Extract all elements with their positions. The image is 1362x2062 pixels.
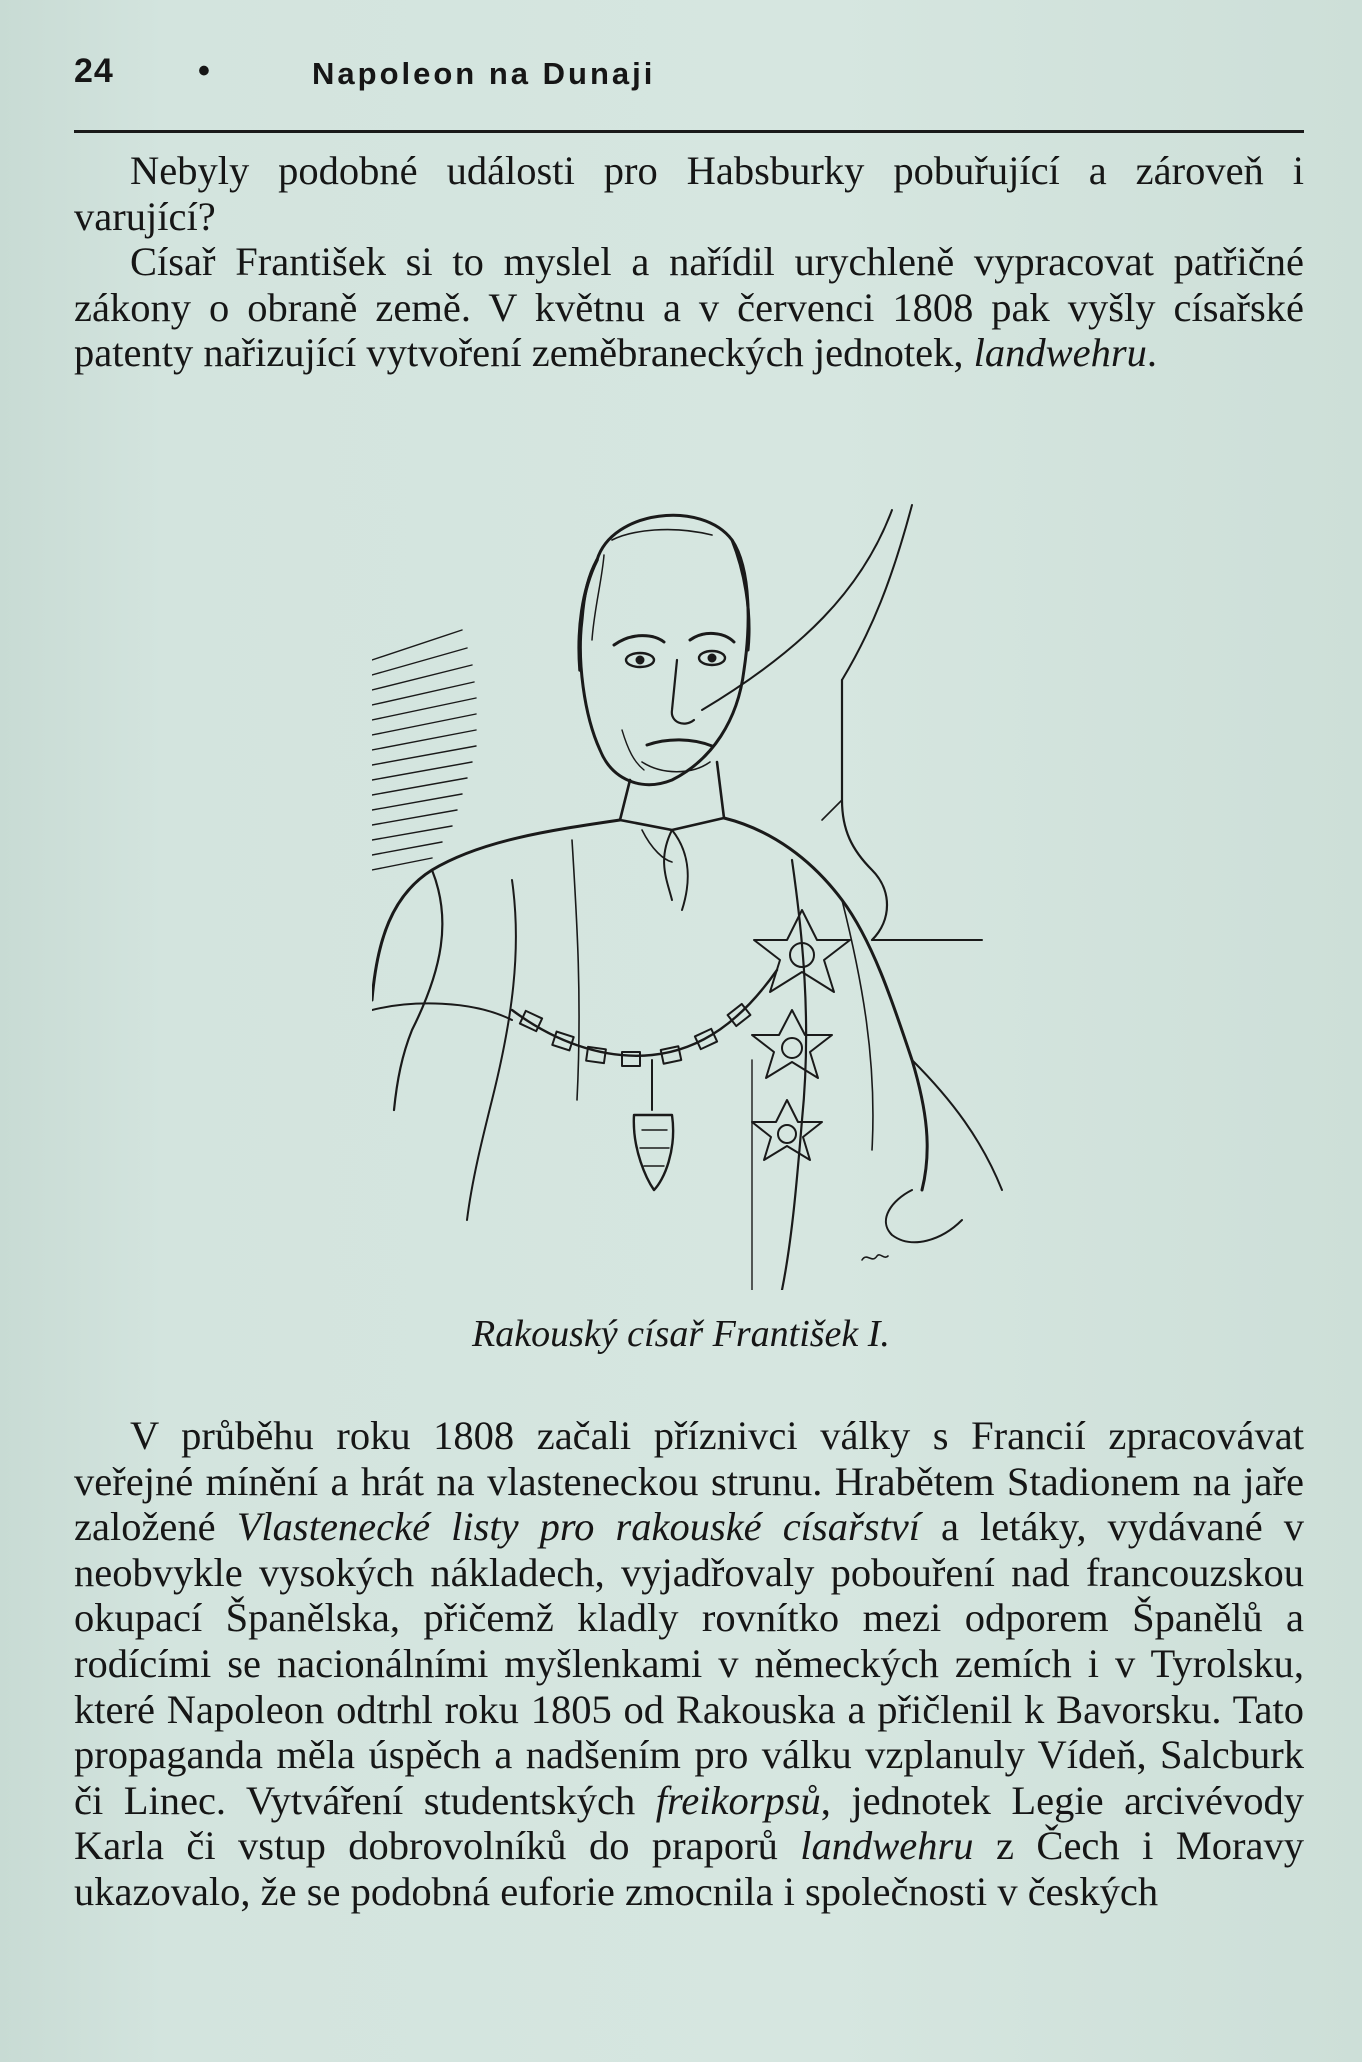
text-block-bottom	[74, 1413, 1304, 1915]
paragraph-text: z Čech i Moravy ukazovalo, že se podobná euforie zmocnila i společnosti v českých	[74, 1823, 1305, 1914]
italic-term: landwehru	[973, 330, 1147, 376]
portrait-illustration	[372, 500, 1012, 1290]
paragraph-text: a letáky, vydávané v neobvykle vysokých nákladech, vyjadřovaly pobouření nad francouzskou okupací Španělska, přičemž kladly rovnítko mezi odporem Španělů a rodícími se nacionálními myšlenkami v německých zemích i v Tyrolsku, které Napoleon odtrhl roku 1805 od Rakouska a přičlenil k Bavorsku. Tato propaganda měla úspěch a nadšením pro válku vzplanuly Vídeň, Salcburk či Linec. Vytváření studentských	[74, 1504, 1304, 1823]
paragraph-propaganda	[74, 1413, 1304, 1915]
paragraph-text: .	[1146, 330, 1158, 376]
italic-title: Vlastenecké listy pro rakouské císařství	[236, 1504, 920, 1550]
paragraph-text: V průběhu roku 1808 začali příznivci války s Francií zpracovávat veřejné mínění a hrát na vlasteneckou strunu. Hrabětem Stadionem na jaře založené	[74, 1413, 1304, 1550]
figure-caption: Rakouský císař František I.	[472, 1313, 890, 1355]
paragraph-text: , jednotek Legie arcivévody Karla či vstup dobrovolníků do praporů	[74, 1777, 1304, 1869]
running-header	[74, 52, 1304, 98]
paragraph-text: Císař František si to myslel a nařídil urychleně vypracovat patřičné zákony o obraně země. V květnu a v červenci 1808 pak vyšly císařské patenty nařizující vytvoření zeměbraneckých jednotek,	[74, 239, 1304, 376]
header-bullet: •	[198, 52, 210, 90]
header-rule	[74, 130, 1304, 133]
page-number: 24	[74, 52, 114, 90]
italic-term: freikorpsů	[655, 1777, 821, 1823]
paragraph-question: Nebyly podobné události pro Habsburky pobuřující a zároveň i varující?	[74, 148, 1304, 239]
running-title: Napoleon na Dunaji	[312, 56, 656, 91]
text-block-top	[74, 148, 1304, 376]
italic-term: landwehru	[800, 1823, 974, 1869]
paragraph-emperor-decree	[74, 239, 1304, 376]
